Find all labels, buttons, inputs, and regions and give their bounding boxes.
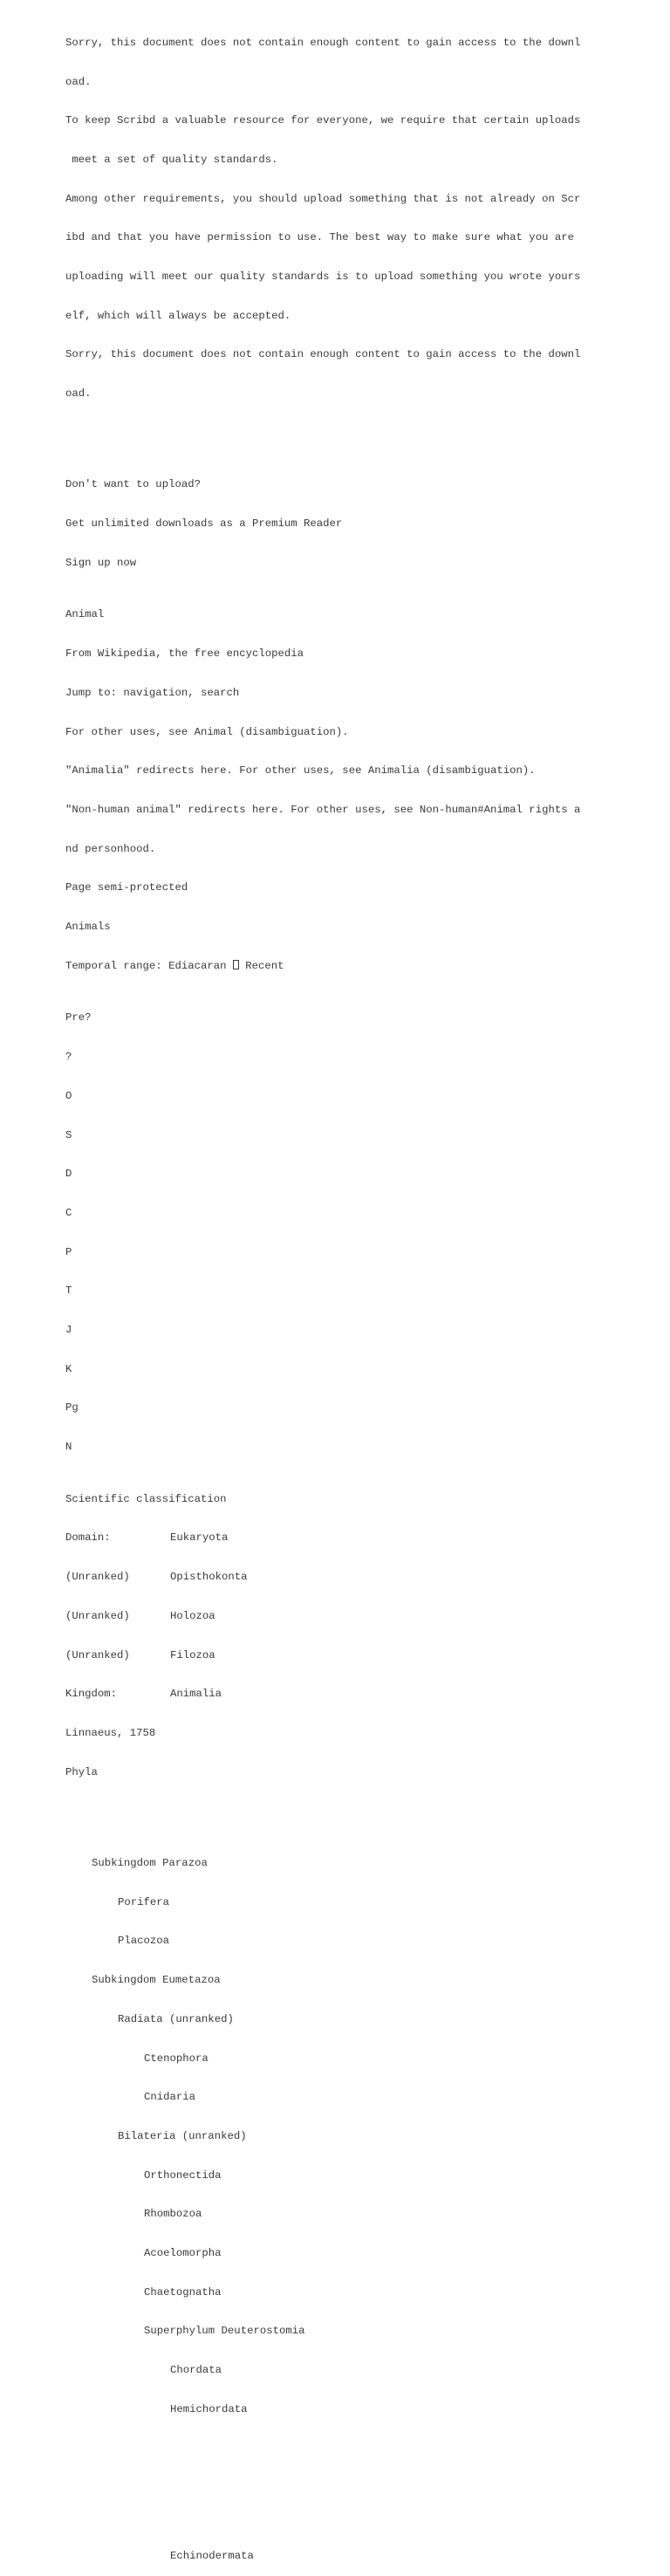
period-label: T — [65, 1285, 72, 1298]
classification-row — [65, 1571, 659, 1584]
missing-glyph-icon — [233, 960, 239, 969]
classification-heading: Scientific classification — [65, 1492, 227, 1505]
infobox-title: Animals — [65, 921, 111, 934]
page-gap — [65, 2442, 659, 2525]
period-label: Pre? — [65, 1011, 92, 1024]
temporal-range — [65, 960, 659, 973]
notice-line: Among other requirements, you should upload something that is not already on Scr — [65, 192, 581, 205]
rank-value: Opisthokonta — [170, 1571, 248, 1584]
taxon-item: Hemichordata — [170, 2402, 248, 2415]
blank-line — [65, 1805, 659, 1818]
period-label: D — [65, 1168, 72, 1181]
notice-line: ibd and that you have permission to use. The best way to make sure what you are — [65, 231, 574, 244]
phyla-heading: Phyla — [65, 1765, 98, 1778]
article-title: Animal — [65, 608, 105, 621]
premium-question: Don't want to upload? — [65, 478, 201, 491]
period-label: K — [65, 1362, 72, 1375]
notice-line: Sorry, this document does not contain enough content to gain access to the downl — [65, 36, 581, 49]
taxon-item: Subkingdom Eumetazoa — [92, 1974, 221, 1987]
signup-link[interactable]: Sign up now — [65, 556, 137, 569]
rank-value: Animalia — [170, 1688, 222, 1701]
hatnote: nd personhood. — [65, 842, 156, 855]
taxon-item: Acoelomorpha — [144, 2247, 222, 2260]
taxon-item: Ctenophora — [144, 2052, 209, 2065]
classification-row — [65, 1531, 659, 1545]
taxon-item: Echinodermata — [170, 2550, 254, 2563]
taxon-item: Cnidaria — [144, 2091, 196, 2104]
period-label: O — [65, 1089, 72, 1102]
authority: Linnaeus, 1758 — [65, 1726, 156, 1739]
rank-label: (Unranked) — [65, 1648, 130, 1661]
classification-row — [65, 1688, 659, 1701]
rank-label: (Unranked) — [65, 1571, 130, 1584]
document-page — [65, 10, 659, 2576]
notice-line: oad. — [65, 75, 92, 88]
premium-offer: Get unlimited downloads as a Premium Reader — [65, 517, 343, 531]
period-label: Pg — [65, 1401, 79, 1415]
taxon-item: Subkingdom Parazoa — [92, 1856, 208, 1869]
blank-line — [65, 427, 659, 440]
rank-value: Holozoa — [170, 1609, 215, 1622]
classification-row — [65, 1610, 659, 1623]
taxon-item: Chordata — [170, 2364, 222, 2377]
classification-row — [65, 1649, 659, 1662]
protection-status: Page semi-protected — [65, 881, 188, 894]
period-label: ? — [65, 1051, 72, 1064]
taxon-item: Orthonectida — [144, 2168, 222, 2182]
rank-label: (Unranked) — [65, 1609, 130, 1622]
taxon-item: Chaetognatha — [144, 2285, 222, 2299]
period-label: N — [65, 1441, 72, 1454]
notice-line: meet a set of quality standards. — [65, 153, 278, 166]
taxon-item: Rhombozoa — [144, 2208, 202, 2221]
temporal-prefix: Temporal range: Ediacaran — [65, 959, 233, 972]
period-label: C — [65, 1206, 72, 1219]
temporal-suffix: Recent — [238, 959, 284, 972]
notice-line: uploading will meet our quality standards is to upload something you wrote yours — [65, 271, 581, 284]
rank-label: Domain: — [65, 1531, 111, 1545]
notice-line: Sorry, this document does not contain enough content to gain access to the downl — [65, 348, 581, 361]
period-label: J — [65, 1324, 72, 1337]
hatnote: For other uses, see Animal (disambiguation). — [65, 725, 349, 738]
jump-links: Jump to: navigation, search — [65, 686, 240, 699]
hatnote: "Animalia" redirects here. For other uses, see Animalia (disambiguation). — [65, 764, 536, 778]
taxon-item: Superphylum Deuterostomia — [144, 2325, 305, 2338]
rank-label: Kingdom: — [65, 1688, 118, 1701]
hatnote: "Non-human animal" redirects here. For other uses, see Non-human#Animal rights a — [65, 803, 581, 816]
rank-value: Eukaryota — [170, 1531, 229, 1545]
rank-value: Filozoa — [170, 1648, 215, 1661]
taxon-item: Placozoa — [118, 1935, 170, 1948]
period-label: P — [65, 1245, 72, 1258]
notice-line: elf, which will always be accepted. — [65, 309, 291, 322]
taxon-item: Porifera — [118, 1895, 170, 1908]
notice-line: To keep Scribd a valuable resource for everyone, we require that certain uploads — [65, 114, 581, 127]
period-label: S — [65, 1128, 72, 1141]
article-source: From Wikipedia, the free encyclopedia — [65, 647, 304, 661]
taxon-item: Bilateria (unranked) — [118, 2129, 247, 2142]
notice-line: oad. — [65, 387, 92, 401]
taxon-item: Radiata (unranked) — [118, 2012, 234, 2025]
